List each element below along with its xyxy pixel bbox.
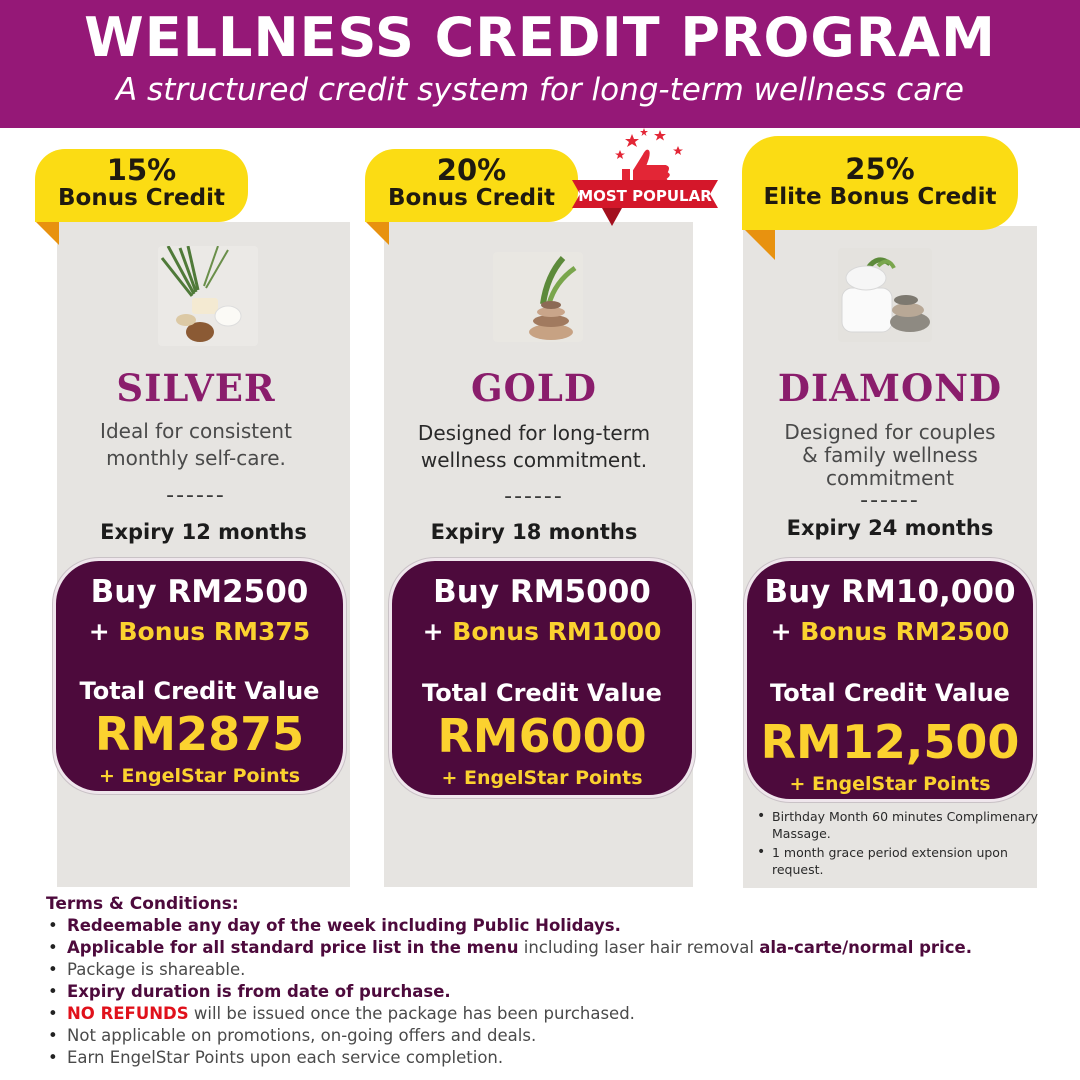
terms-heading: Terms & Conditions: (46, 894, 239, 914)
bonus-amount (56, 617, 343, 646)
price-box-gold (389, 558, 695, 798)
desc-line: Designed for long-term (417, 421, 651, 445)
bonus-percent: 20% (436, 153, 507, 187)
total-credit-value: RM12,500 (760, 715, 1020, 769)
price-box-diamond (744, 558, 1036, 802)
total-credit-label: Total Credit Value (79, 677, 320, 705)
desc-line: Ideal for consistent (100, 419, 292, 443)
list-item (46, 981, 1066, 1003)
separator: ------ (504, 484, 564, 509)
page-subtitle: A structured credit system for long-term wellness care (115, 72, 965, 108)
bonus-amount (747, 617, 1033, 646)
page-title: WELLNESS CREDIT PROGRAM (84, 6, 996, 69)
plus-sign: + (88, 617, 110, 646)
term-text: Expiry duration is from date of purchase. (67, 982, 451, 1001)
list-item: • 1 month grace period extension upon request. (756, 844, 1046, 878)
terms-list (46, 915, 1066, 1069)
diamond-perks-list (756, 808, 1046, 880)
tier-name-diamond: DIAMOND (777, 366, 1003, 410)
points-label: + EngelStar Points (789, 773, 991, 795)
list-item (46, 959, 1066, 981)
bonus-tag-gold (365, 149, 578, 222)
tag-fold (365, 221, 389, 245)
most-popular-badge (572, 128, 718, 232)
term-text: ala-carte/normal price. (759, 938, 972, 957)
tier-name-gold: GOLD (471, 366, 597, 410)
points-label: + EngelStar Points (441, 767, 643, 789)
header-banner (0, 0, 1080, 128)
separator: ------ (166, 483, 226, 508)
towels-stones-photo (838, 248, 932, 342)
term-text: Redeemable any day of the week including Public Holidays. (67, 916, 621, 935)
term-text: including laser hair removal (518, 938, 760, 957)
expiry-text: Expiry 18 months (430, 520, 638, 544)
list-item (46, 1025, 1066, 1047)
desc-line: & family wellness (802, 443, 978, 467)
desc-line: commitment (826, 466, 954, 490)
bonus-value: Bonus RM1000 (452, 617, 662, 646)
list-item (46, 1047, 1066, 1069)
list-item (46, 1003, 1066, 1025)
tier-description (384, 420, 684, 474)
terms-section (46, 893, 1066, 1069)
price-box-silver (53, 558, 346, 794)
most-popular-text: MOST POPULAR (578, 187, 712, 205)
tier-description (57, 418, 335, 472)
term-text: Earn EngelStar Points upon each service completion. (67, 1048, 504, 1067)
stacked-stones-photo (493, 252, 583, 342)
expiry-text: Expiry 24 months (786, 516, 994, 540)
bonus-value: Bonus RM2500 (800, 617, 1010, 646)
tag-fold (745, 230, 775, 260)
expiry-text: Expiry 12 months (100, 520, 307, 544)
tier-name-silver: SILVER (116, 366, 276, 410)
term-text: will be issued once the package has been purchased. (188, 1004, 635, 1023)
tag-fold (35, 221, 59, 245)
points-label: + EngelStar Points (98, 765, 301, 787)
bonus-label: Bonus Credit (388, 185, 555, 211)
total-credit-value: RM2875 (94, 707, 305, 761)
separator: ------ (860, 488, 920, 513)
bonus-value: Bonus RM375 (118, 617, 311, 646)
buy-price: Buy RM2500 (90, 574, 309, 610)
term-text: Applicable for all standard price list in the menu (67, 938, 519, 957)
list-item (46, 915, 1066, 937)
plus-sign: + (422, 617, 444, 646)
desc-line: Designed for couples (784, 420, 996, 444)
bonus-percent: 25% (845, 152, 915, 186)
total-credit-label: Total Credit Value (770, 679, 1010, 707)
bonus-tag-silver (35, 149, 248, 222)
buy-price: Buy RM10,000 (764, 574, 1016, 610)
tier-description (743, 421, 1037, 490)
term-text: Package is shareable. (67, 960, 246, 979)
desc-line: monthly self-care. (106, 446, 286, 470)
bonus-percent: 15% (106, 153, 177, 187)
no-refunds-text: NO REFUNDS (67, 1004, 189, 1023)
total-credit-value: RM6000 (437, 709, 647, 763)
plus-sign: + (770, 617, 792, 646)
buy-price: Buy RM5000 (433, 574, 651, 610)
desc-line: wellness commitment. (420, 448, 648, 472)
bonus-amount (392, 617, 692, 646)
term-text: Not applicable on promotions, on-going offers and deals. (67, 1026, 537, 1045)
total-credit-label: Total Credit Value (422, 679, 662, 707)
list-item (46, 937, 1066, 959)
bonus-label: Elite Bonus Credit (763, 184, 997, 210)
bonus-label: Bonus Credit (58, 185, 225, 211)
list-item: • Birthday Month 60 minutes Complimenary Massage. (756, 808, 1046, 842)
spa-items-photo (158, 246, 258, 346)
bonus-tag-diamond (742, 136, 1018, 230)
